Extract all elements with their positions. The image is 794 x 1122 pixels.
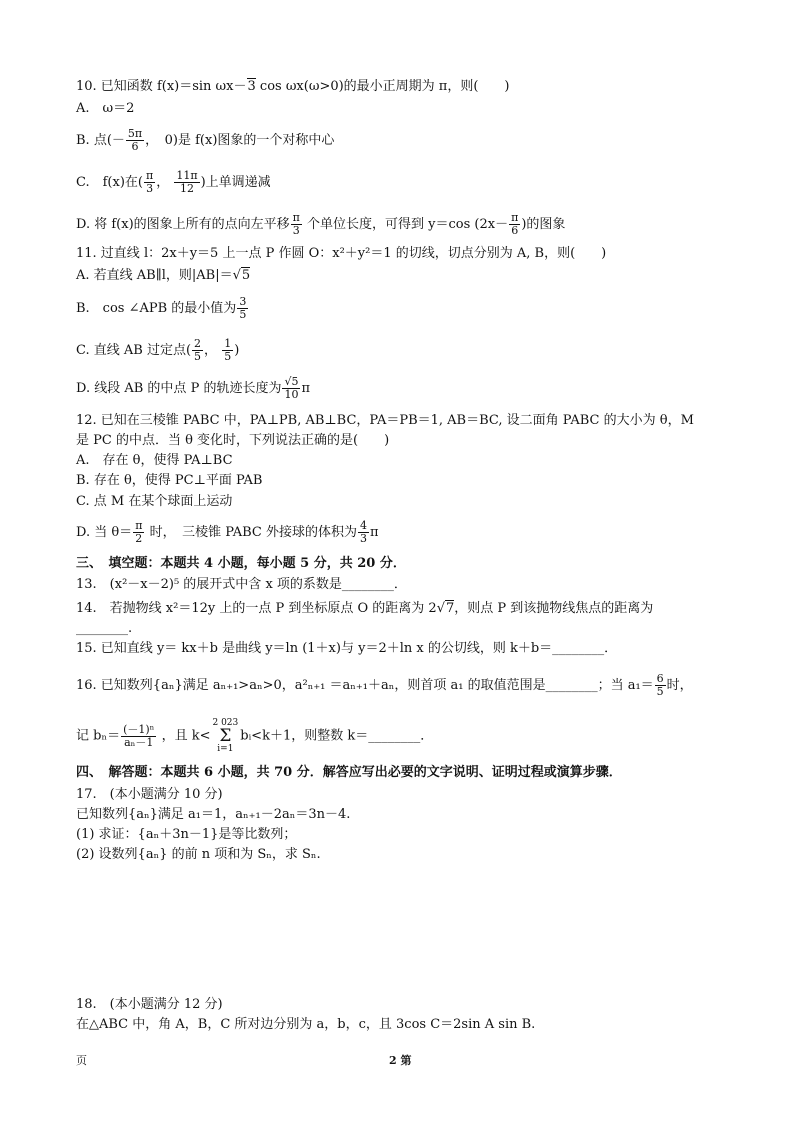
q10-option-a: A. ω＝2 bbox=[76, 101, 135, 116]
q11-option-b: B. cos ∠APB 的最小值为 $\frac{3}{5}$ bbox=[76, 295, 247, 321]
q11-option-d: D. 线段 AB 的中点 P 的轨迹长度为 $\frac{√5}{10}$ π bbox=[76, 375, 311, 401]
q13: 13. (x²－x－2)⁵ 的展开式中含 x 项的系数是________． bbox=[76, 577, 407, 592]
q10-option-d: D. 将 f(x)的图象上所有的点向左平移 $\frac{\pi}{3}$ 个单位长度，可得到 y＝cos (2x－ $\frac{\pi}{6}$ )的图象 bbox=[76, 211, 566, 237]
q12-option-b: B. 存在 θ，使得 PC⊥平面 PAB bbox=[76, 473, 263, 488]
q18-title: 18. (本小题满分 12 分) bbox=[76, 997, 223, 1012]
q12-option-c: C. 点 M 在某个球面上运动 bbox=[76, 494, 233, 509]
q14-line1: 14. 若抛物线 x²＝12y 上的一点 P 到坐标原点 O 的距离为 2√7，则点 P 到该抛物线焦点的距离为 bbox=[76, 601, 654, 616]
q10-stem: 10. 已知函数 f(x)＝sin ωx－3 cos ωx(ω>0)的最小正周期为 π，则( ) bbox=[76, 79, 510, 94]
q17-line3: (2) 设数列{aₙ} 的前 n 项和为 Sₙ，求 Sₙ. bbox=[76, 847, 321, 862]
q12-option-a: A. 存在 θ，使得 PA⊥BC bbox=[76, 453, 233, 468]
q11-option-a: A. 若直线 AB∥l，则|AB|＝√5 bbox=[76, 268, 251, 283]
q12-stem-line2: 是 PC 的中点．当 θ 变化时，下列说法正确的是( ) bbox=[76, 433, 390, 448]
q11-stem: 11. 过直线 l：2x＋y＝5 上一点 P 作圆 O：x²＋y²＝1 的切线，切点分别为 A, B，则( ) bbox=[76, 246, 607, 261]
summation-symbol: 2 023 Σ i=1 bbox=[212, 718, 239, 754]
section-3-heading: 三、 填空题：本题共 4 小题，每小题 5 分，共 20 分． bbox=[76, 556, 406, 571]
q12-option-d: D. 当 θ＝ $\frac{\pi}{2}$ 时， 三棱锥 PABC 外接球的体积为 $\frac{4}{3}$ π bbox=[76, 519, 379, 545]
q10-option-b: B. 点(－ $\frac{5\pi}{6}$ ， 0)是 f(x)图象的一个对称中心 bbox=[76, 127, 335, 153]
footer-left: 页 bbox=[76, 1054, 87, 1067]
q11-option-c: C. 直线 AB 过定点( $\frac{2}{5}$ ， $\frac{1}{5}$ ) bbox=[76, 337, 240, 363]
q18-line1: 在△ABC 中，角 A，B，C 所对边分别为 a，b，c，且 3cos C＝2sin A sin B. bbox=[76, 1017, 536, 1032]
q12-stem-line1: 12. 已知在三棱锥 PABC 中，PA⊥PB, AB⊥BC，PA＝PB＝1, AB＝BC, 设二面角 PABC 的大小为 θ，M bbox=[76, 413, 694, 428]
q15: 15. 已知直线 y＝ kx＋b 是曲线 y＝ln (1＋x)与 y＝2＋ln x 的公切线，则 k＋b＝________． bbox=[76, 641, 618, 656]
q14-line2: ________. bbox=[76, 621, 133, 636]
q10-option-c: C. f(x)在( $\frac{\pi}{3}$ ， $\frac{11\pi}{12}$ )上单调递减 bbox=[76, 169, 271, 195]
q17-line2: (1) 求证：{aₙ＋3n－1}是等比数列； bbox=[76, 827, 297, 842]
section-4-heading: 四、 解答题：本题共 6 小题，共 70 分．解答应写出必要的文字说明、证明过程或演算步骤． bbox=[76, 765, 622, 780]
q17-title: 17. (本小题满分 10 分) bbox=[76, 787, 223, 802]
q16-line1: 16. 已知数列{aₙ}满足 aₙ₊₁>aₙ>0，a²ₙ₊₁ ＝aₙ₊₁＋aₙ，则首项 a₁ 的取值范围是________；当 a₁＝ $\frac{6}{5}$ 时， bbox=[76, 672, 693, 698]
page-number: 2 第 bbox=[389, 1054, 412, 1067]
q17-line1: 已知数列{aₙ}满足 a₁＝1，aₙ₊₁－2aₙ＝3n－4. bbox=[76, 807, 351, 822]
q16-line2: 记 bₙ＝ $\frac{\text{(－1)ⁿ}}{\text{aₙ－1}}$ ，且 k< 2 023 Σ i=1 bᵢ<k＋1，则整数 k＝________． bbox=[76, 718, 434, 754]
